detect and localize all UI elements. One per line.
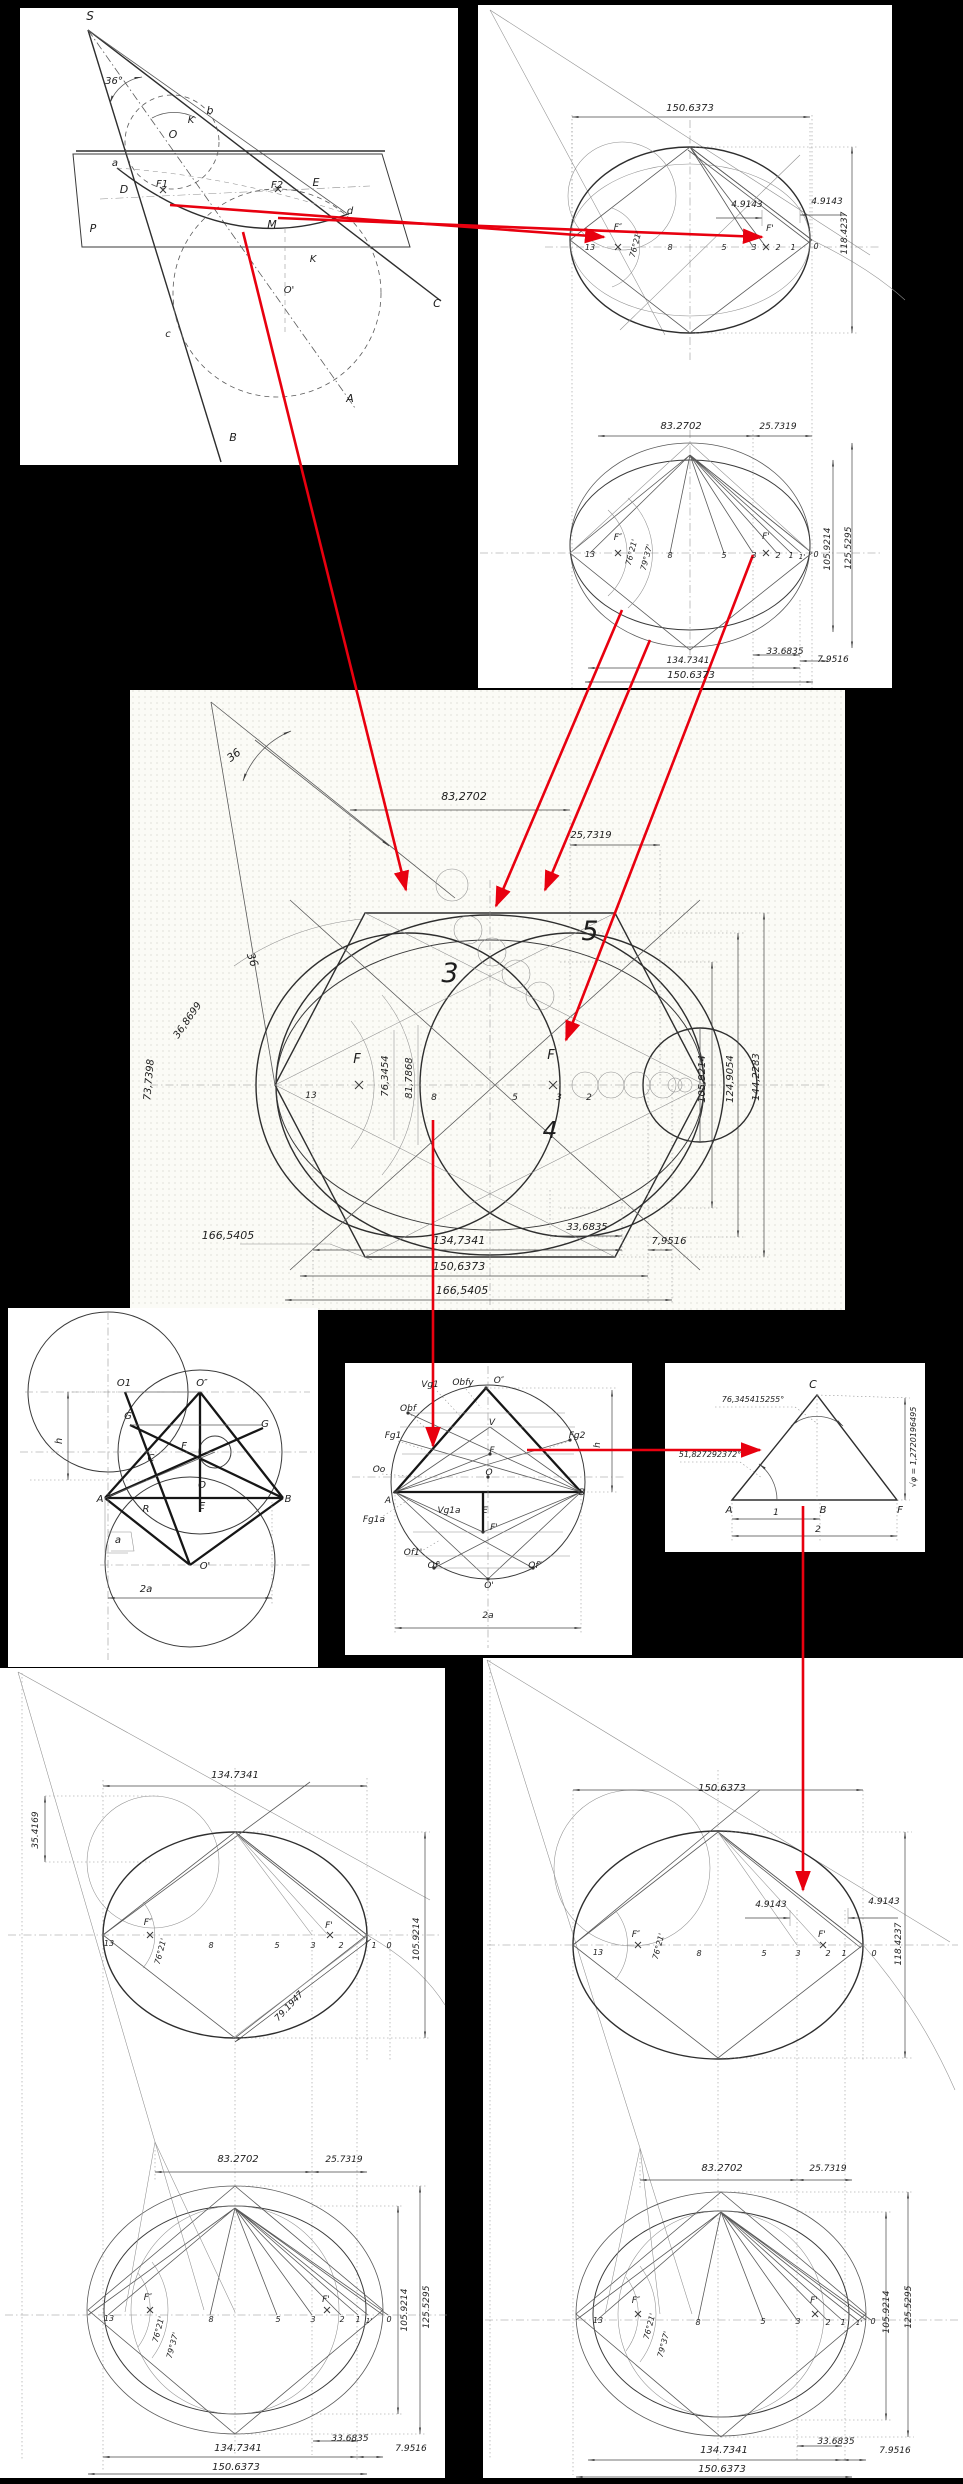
ellipse_top_right_upper-label-0: 150.6373 [666, 103, 714, 114]
cone_model-label-18: B [229, 431, 237, 444]
ellipse_top_right_upper-label-2: 4.9143 [811, 197, 843, 207]
ellipse_top_right_lower-label-2: 105.9214 [823, 527, 833, 571]
cone_model-label-13: K [309, 254, 317, 265]
ellipse_bottom_right_lower-label-2: 105.9214 [882, 2290, 892, 2334]
ellipse_bottom_right_lower-label-11: 3 [795, 2317, 801, 2326]
ellipse_bottom_left_lower-label-0: 83.2702 [217, 2154, 259, 2165]
ellipse_bottom_left_lower-label-15: 0 [386, 2315, 392, 2324]
panel-cone-model [20, 8, 458, 465]
cone_model-label-10: d [346, 206, 354, 217]
pentagon_construction-label-1: Obfy [452, 1378, 474, 1388]
ellipse_bottom_left_lower-label-17: 134.7341 [214, 2443, 262, 2454]
ellipse_bottom_left_lower-label-11: 3 [310, 2315, 316, 2324]
main_construction-label-24: 7,9516 [651, 1236, 687, 1247]
main_construction-label-0: 36 [224, 745, 244, 765]
ellipse_top_right_upper-label-4: F″ [613, 223, 623, 233]
kepler_triangle-label-6: F [897, 1505, 903, 1516]
circles_construction-label-11: a [114, 1535, 122, 1546]
ellipse_bottom_left_lower-label-10: 5 [275, 2315, 281, 2324]
pentagon_construction-label-6: Fg2 [568, 1431, 586, 1441]
pentagon_construction-label-19: O' [484, 1581, 494, 1591]
ellipse_top_right_lower-label-15: 0 [813, 550, 819, 559]
ellipse_bottom_left_upper-label-9: 5 [274, 1941, 280, 1950]
circles_construction-label-10: E [198, 1501, 206, 1512]
ellipse_top_right_lower-label-0: 83.2702 [660, 421, 702, 432]
panel-ellipse-bottom-left [0, 1668, 450, 2484]
pentagon_construction-label-9: O [485, 1468, 493, 1478]
circles_construction-label-1: O″ [196, 1378, 208, 1389]
main_construction-label-2: 83,2702 [441, 790, 487, 803]
kepler_triangle-label-7: 1 [773, 1508, 779, 1518]
main_construction-label-17: 3 [556, 1093, 562, 1103]
ellipse_bottom_left_upper-label-6: 76°21' [152, 1937, 169, 1966]
circles_construction-label-2: G [124, 1411, 132, 1422]
ellipse_bottom_left_lower-label-5: F' [322, 2295, 330, 2305]
cone_model-label-12: P [89, 222, 97, 235]
pentagon_construction-label-15: F' [490, 1523, 498, 1533]
main_construction-label-23: 134,7341 [432, 1234, 486, 1247]
pentagon_construction-label-18: Of″ [528, 1561, 542, 1571]
ellipse_top_right_upper-label-10: 3 [751, 243, 757, 252]
ellipse_top_right_lower-label-18: 7.9516 [817, 655, 849, 665]
circles_construction-label-13: h [54, 1437, 65, 1445]
ellipse_top_right_lower-label-10: 5 [721, 551, 727, 560]
pentagon_construction-label-20: h [593, 1442, 603, 1448]
ellipse_top_right_upper-label-6: 76°21' [627, 230, 644, 259]
pentagon_construction-label-2: O″ [493, 1376, 505, 1386]
ellipse_bottom_left_lower-label-13: 1 [355, 2315, 361, 2324]
cone_model-label-3: K [187, 115, 195, 126]
ellipse_bottom_left_upper-label-2: 105.9214 [412, 1917, 422, 1961]
pentagon_construction-label-4: V [488, 1418, 496, 1428]
ellipse_bottom_right_lower-label-15: 0 [870, 2317, 876, 2326]
pentagon_construction-label-3: Obf [400, 1404, 416, 1414]
ellipse_top_right_lower-label-7: 79°37' [638, 543, 655, 572]
ellipse_bottom_left_upper-label-10: 3 [310, 1941, 316, 1950]
cone_model-label-4: O [168, 128, 178, 141]
ellipse_bottom_right_lower-label-7: 79°37' [655, 2330, 672, 2359]
main_construction-label-26: 166,5405 [435, 1284, 489, 1297]
ellipse_bottom_right_upper-label-9: 5 [761, 1949, 767, 1958]
ellipse_bottom_right_lower-label-19: 150.6373 [698, 2464, 746, 2475]
ellipse_bottom_left_upper-label-3: 79.1947 [273, 1989, 306, 2024]
main_construction-label-20: 124,9054 [725, 1055, 736, 1103]
ellipse_top_right_lower-label-13: 1 [788, 551, 794, 560]
ellipse_top_right_lower-label-6: 76°21' [623, 538, 640, 567]
cone_model-label-15: C [433, 297, 441, 310]
ellipse_bottom_right_lower-label-10: 5 [760, 2317, 766, 2326]
pentagon_construction-label-11: A [384, 1496, 392, 1506]
pentagon_construction-label-8: Oo [372, 1465, 386, 1475]
ellipse_bottom_right_upper-label-11: 2 [825, 1949, 831, 1958]
ellipse_bottom_right_upper-label-13: 0 [871, 1949, 877, 1958]
ellipse_bottom_right_lower-label-14: 1' [855, 2319, 863, 2327]
ellipse_top_right_lower-label-16: 33.6835 [766, 647, 804, 657]
circles_construction-label-12: O' [199, 1561, 211, 1572]
ellipse_bottom_right_upper-label-3: 118.4237 [894, 1922, 904, 1966]
kepler_triangle-label-4: A [725, 1505, 733, 1516]
main_construction-label-19: 105,9214 [697, 1055, 708, 1103]
pentagon_construction-label-14: E [482, 1506, 488, 1516]
circles_construction-label-9: R [142, 1504, 150, 1515]
ellipse_top_right_lower-label-4: F″ [613, 533, 623, 543]
panel-main-construction [130, 690, 845, 1310]
ellipse_top_right_lower-label-5: F' [762, 532, 770, 542]
ellipse_bottom_right_lower-label-4: F″ [631, 2296, 641, 2306]
ellipse_top_right_lower-label-1: 25.7319 [759, 422, 797, 432]
ellipse_bottom_left_lower-label-3: 125.5295 [422, 2285, 432, 2329]
ellipse_top_right_upper-label-9: 5 [721, 243, 727, 252]
ellipse_bottom_right_lower-label-8: 13 [592, 2316, 604, 2325]
cone_model-label-8: F2 [270, 180, 284, 191]
pentagon_construction-label-12: Fg1a [362, 1515, 386, 1525]
ellipse_bottom_right_upper-label-12: 1 [841, 1949, 847, 1958]
ellipse_bottom_left_lower-label-7: 79°37' [164, 2331, 181, 2360]
ellipse_bottom_left_upper-label-4: F″ [143, 1918, 153, 1928]
ellipse_bottom_left_lower-label-2: 105.9214 [400, 2288, 410, 2332]
kepler_triangle-label-1: 76,345415255° [721, 1395, 785, 1404]
pentagon_construction-label-7: F [489, 1446, 495, 1456]
ellipse_top_right_lower-label-11: 3 [751, 551, 757, 560]
kepler_triangle-label-5: B [819, 1505, 827, 1516]
ellipse_bottom_right_upper-label-10: 3 [795, 1949, 801, 1958]
ellipse_bottom_right_lower-label-1: 25.7319 [809, 2164, 847, 2174]
cone_model-label-16: c [165, 329, 171, 340]
cone_model-label-17: A [346, 392, 354, 405]
ellipse_bottom_left_lower-label-4: F″ [143, 2293, 153, 2303]
main_construction-label-16: 5 [512, 1093, 518, 1103]
circles_construction-label-14: 2a [139, 1584, 153, 1595]
main_construction-label-22: 33,6835 [566, 1222, 608, 1233]
pentagon_construction-label-13: Vg1a [437, 1506, 461, 1516]
ellipse_top_right_upper-label-12: 1 [790, 243, 796, 252]
main_construction-label-21: 144,2283 [751, 1053, 762, 1101]
ellipse_bottom_right_lower-label-9: 8 [695, 2318, 701, 2327]
cone_model-label-14: O' [283, 285, 295, 296]
ellipse_bottom_right_lower-label-3: 125.5295 [904, 2285, 914, 2329]
ellipse_bottom_right_lower-label-0: 83.2702 [701, 2163, 743, 2174]
main_construction-label-15: 8 [431, 1093, 437, 1103]
ellipse_bottom_right_lower-label-18: 7.9516 [879, 2446, 911, 2456]
main_construction-label-11: 3 [441, 958, 459, 989]
ellipse_bottom_right_lower-label-5: F' [810, 2296, 818, 2306]
circles_construction-label-6: O [198, 1480, 206, 1491]
ellipse_bottom_left_upper-label-11: 2 [338, 1941, 344, 1950]
ellipse_bottom_left_lower-label-6: 76°21' [150, 2315, 167, 2344]
main_construction-label-4: 36,8699 [171, 1000, 205, 1041]
ellipse_bottom_left_lower-label-12: 2 [339, 2315, 345, 2324]
cone_model-label-2: b [206, 104, 214, 117]
ellipse_bottom_left_lower-label-16: 33.6835 [331, 2434, 369, 2444]
main_construction-label-6: 166,5405 [201, 1229, 255, 1242]
ellipse_bottom_left_lower-label-1: 25.7319 [325, 2155, 363, 2165]
kepler_triangle-label-0: C [809, 1378, 817, 1391]
main_construction-label-10: F [547, 1048, 555, 1063]
main_construction-label-14: 13 [305, 1091, 317, 1101]
ellipse_bottom_left_upper-label-1: 35.4169 [31, 1811, 41, 1849]
ellipse_bottom_right_upper-label-6: 76°21' [650, 1932, 667, 1961]
ellipse_top_right_lower-label-14: 1' [798, 553, 806, 561]
circles_construction-label-7: A [96, 1494, 104, 1505]
ellipse_bottom_left_lower-label-18: 7.9516 [395, 2444, 427, 2454]
circles_construction-label-8: B [284, 1494, 292, 1505]
ellipse_top_right_lower-label-12: 2 [775, 551, 781, 560]
ellipse_top_right_lower-label-19: 150.6373 [667, 670, 715, 681]
main_construction-label-3: 25,7319 [570, 830, 612, 841]
ellipse_top_right_upper-label-13: 0 [813, 242, 819, 251]
ellipse_bottom_right_lower-label-6: 76°21' [641, 2312, 658, 2341]
pentagon_construction-label-16: Of1' [403, 1548, 423, 1558]
ellipse_top_right_lower-label-3: 125.5295 [844, 526, 854, 570]
ellipse_bottom_right_upper-label-1: 4.9143 [755, 1900, 787, 1910]
main_construction-label-9: F [353, 1052, 361, 1067]
ellipse_bottom_left_upper-label-5: F' [325, 1921, 333, 1931]
cone_model-label-7: F1 [155, 179, 169, 190]
cone_model-label-1: 36° [105, 76, 123, 87]
ellipse_bottom_left_upper-label-8: 8 [208, 1941, 214, 1950]
ellipse_bottom_left_upper-label-7: 13 [103, 1939, 115, 1948]
main_construction-label-12: 5 [581, 916, 599, 947]
pentagon_construction-label-21: 2a [482, 1611, 494, 1621]
main_construction-label-18: 2 [586, 1093, 592, 1103]
ellipse_bottom_right_lower-label-13: 1 [840, 2318, 846, 2327]
circles_construction-label-4: F [181, 1441, 187, 1452]
ellipse_top_right_lower-label-8: 13 [584, 550, 596, 559]
main_construction-label-25: 150,6373 [432, 1260, 486, 1273]
ellipse_bottom_right_upper-label-5: F' [818, 1930, 826, 1940]
circles_construction-label-0: O1 [116, 1378, 132, 1389]
ellipse_bottom_left_upper-label-12: 1 [371, 1941, 377, 1950]
ellipse_bottom_right_lower-label-16: 33.6835 [817, 2437, 855, 2447]
ellipse_bottom_left_upper-label-0: 134.7341 [211, 1770, 259, 1781]
ellipse_bottom_right_upper-label-2: 4.9143 [868, 1897, 900, 1907]
ellipse_bottom_right_lower-label-17: 134.7341 [700, 2445, 748, 2456]
ellipse_bottom_right_lower-label-12: 2 [825, 2318, 831, 2327]
ellipse_bottom_left_lower-label-19: 150.6373 [212, 2462, 260, 2473]
ellipse_top_right_upper-label-7: 13 [584, 243, 596, 252]
ellipse_top_right_upper-label-1: 4.9143 [731, 200, 763, 210]
panel-circles-construction [8, 1308, 318, 1667]
ellipse_bottom_left_lower-label-8: 13 [103, 2314, 115, 2323]
kepler_triangle-label-2: 51,827292372° [678, 1450, 742, 1459]
ellipse_top_right_lower-label-17: 134.7341 [666, 656, 710, 666]
ellipse_bottom_right_upper-label-8: 8 [696, 1949, 702, 1958]
pentagon_construction-label-0: Vg1 [421, 1380, 439, 1390]
ellipse_top_right_upper-label-5: F' [766, 224, 774, 234]
pentagon_construction-label-17: Of' [427, 1561, 441, 1571]
ellipse_top_right_upper-label-8: 8 [667, 243, 673, 252]
main_construction-label-8: 81,7868 [404, 1057, 415, 1099]
main_construction-label-7: 76,3454 [380, 1055, 391, 1097]
pentagon_construction-label-10: B [578, 1488, 586, 1498]
ellipse_top_right_upper-label-3: 118.4237 [840, 211, 850, 255]
ellipse_bottom_left_lower-label-14: 1' [365, 2317, 373, 2325]
bottom-black-strip [0, 2478, 963, 2484]
cone_model-label-6: D [119, 183, 129, 196]
panel-ellipse-bottom-right [483, 1658, 963, 2484]
main_construction-label-13: 4 [542, 1118, 558, 1144]
circles_construction-label-5: C [147, 1453, 155, 1464]
circles_construction-label-3: G [261, 1419, 269, 1430]
cone_model-label-9: E [312, 176, 320, 189]
ellipse_bottom_left_lower-label-9: 8 [208, 2315, 214, 2324]
ellipse_top_right_lower-label-9: 8 [667, 551, 673, 560]
kepler_triangle-label-3: √φ = 1,2720196495 [909, 1406, 918, 1488]
cone_model-label-5: a [111, 158, 119, 169]
ellipse_bottom_right_upper-label-0: 150.6373 [698, 1783, 746, 1794]
main_construction-label-1: 36 [243, 951, 261, 969]
cone_model-label-0: S [86, 9, 94, 23]
ellipse_bottom_right_upper-label-4: F″ [631, 1930, 641, 1940]
ellipse_top_right_upper-label-11: 2 [775, 243, 781, 252]
main_construction-label-5: 73,7398 [142, 1058, 157, 1101]
ellipse_bottom_right_upper-label-7: 13 [592, 1948, 604, 1957]
cone_model-label-11: M [267, 218, 277, 231]
ellipse_bottom_left_upper-label-13: 0 [386, 1941, 392, 1950]
pentagon_construction-label-5: Fg1 [384, 1431, 402, 1441]
kepler_triangle-label-8: 2 [815, 1525, 821, 1535]
